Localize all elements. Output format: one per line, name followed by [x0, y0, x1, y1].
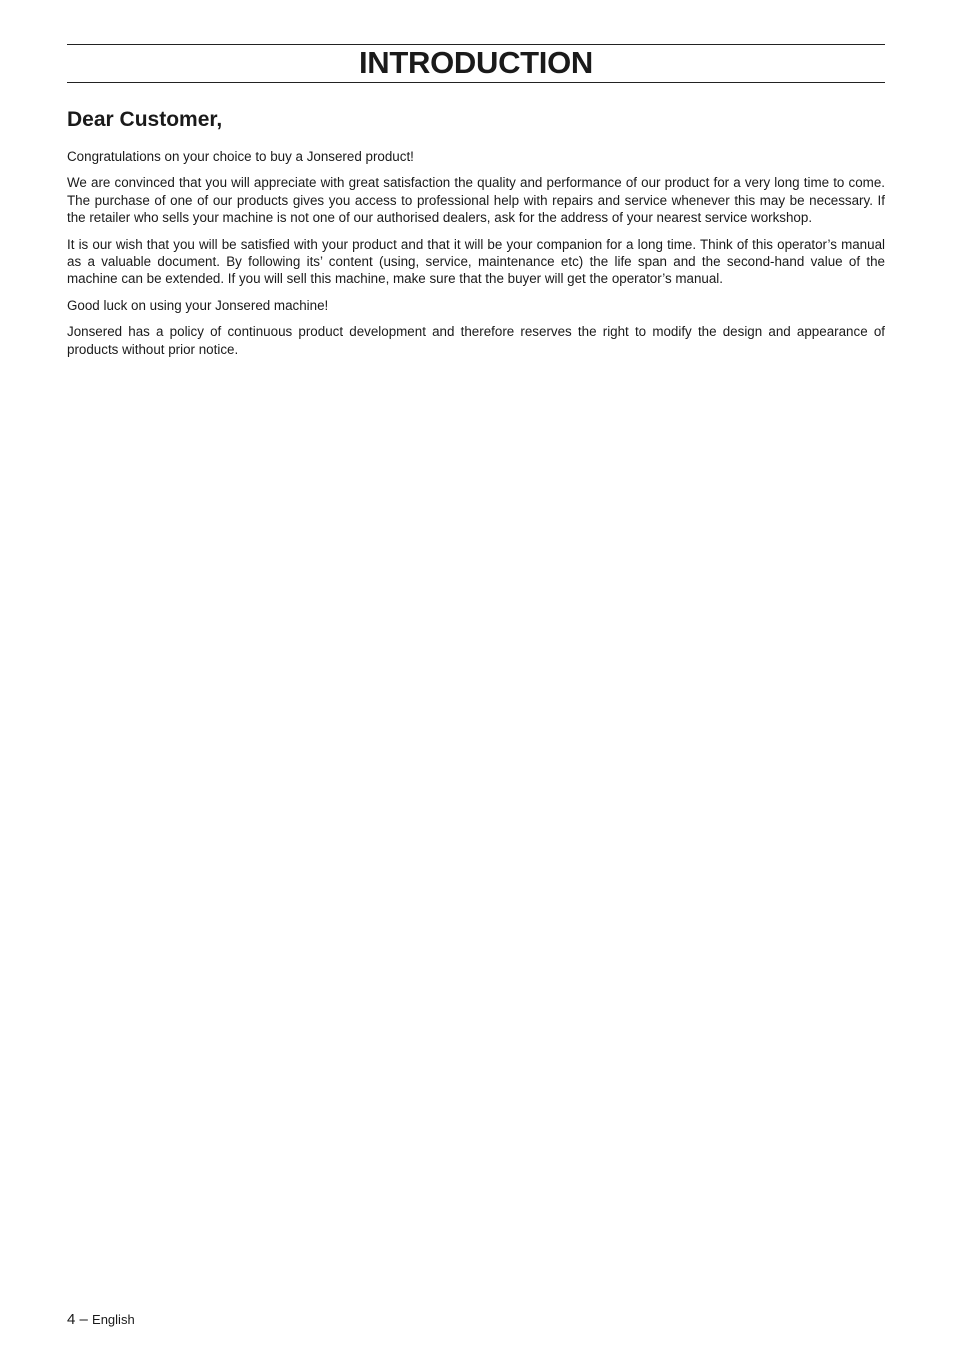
- page-number: 4 –: [67, 1311, 88, 1328]
- page-content: [67, 106, 885, 367]
- paragraph-satisfaction: We are convinced that you will appreciate with great satisfaction the quality and performance of our product for a very long time to come. The purchase of one of our products gives you access to professional help with repairs and service whenever this may be necessary. If the retailer who sells your machine is not one of our authorised dealers, ask for the address of your nearest service workshop.: [67, 175, 885, 226]
- greeting-heading: Dear Customer,: [67, 108, 223, 131]
- paragraph-congratulations: Congratulations on your choice to buy a Jonsered product!: [67, 149, 414, 164]
- section-title: INTRODUCTION: [358, 45, 594, 80]
- page-language: English: [92, 1312, 135, 1327]
- section-header: [67, 44, 885, 83]
- paragraph-manual: It is our wish that you will be satisfied with your product and that it will be your companion for a long time. Think of this operator’s manual as a valuable document. By following its’ content (using, service, maintenance etc) the life span and the second-hand value of the machine can be extended. If you will sell this machine, make sure that the buyer will get the operator’s manual.: [67, 236, 885, 287]
- paragraph-policy: Jonsered has a policy of continuous product development and therefore reserves the right to modify the design and appearance of products without prior notice.: [67, 324, 885, 357]
- page-footer: [67, 1311, 135, 1328]
- paragraph-good-luck: Good luck on using your Jonsered machine!: [67, 297, 329, 313]
